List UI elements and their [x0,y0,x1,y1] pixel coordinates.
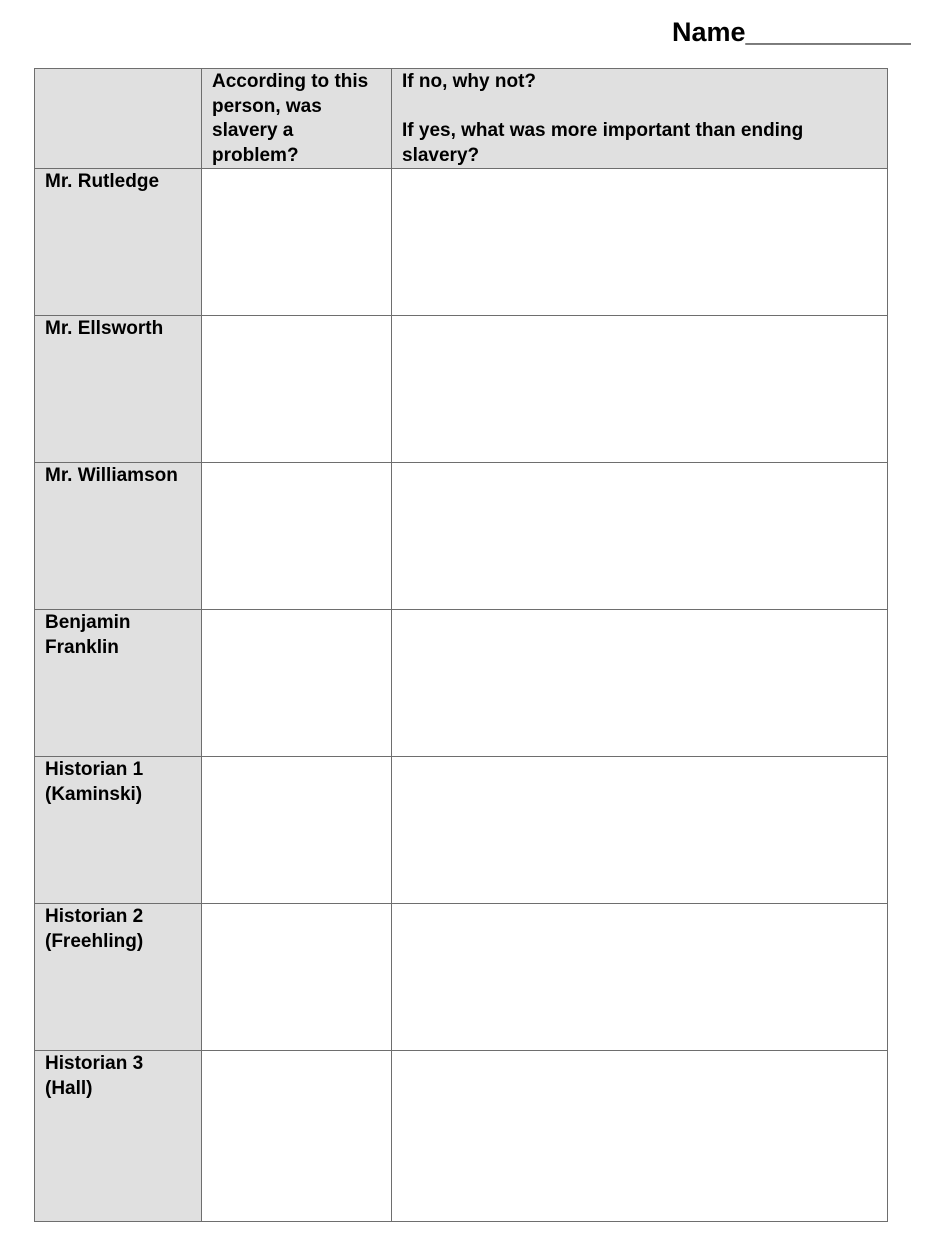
answer-cell-problem[interactable] [202,1051,392,1222]
row-label-franklin: Benjamin Franklin [35,610,202,757]
answer-cell-why[interactable] [392,757,888,904]
answer-cell-problem[interactable] [202,610,392,757]
header-was-slavery-problem: According to this person, was slavery a problem? [202,69,392,169]
answer-cell-problem[interactable] [202,463,392,610]
row-label-rutledge: Mr. Rutledge [35,169,202,316]
table-row [35,610,888,757]
table-row [35,316,888,463]
table-row [35,463,888,610]
table-row [35,757,888,904]
header-corner-cell [35,69,202,169]
answer-cell-why[interactable] [392,169,888,316]
table-row [35,1051,888,1222]
answer-cell-problem[interactable] [202,904,392,1051]
answer-cell-why[interactable] [392,904,888,1051]
header-why-cell [392,69,888,169]
answer-cell-problem[interactable] [202,316,392,463]
name-field-label: Name___________ [672,17,911,47]
answer-cell-why[interactable] [392,1051,888,1222]
table-row [35,169,888,316]
answer-cell-problem[interactable] [202,757,392,904]
row-label-hall: Historian 3 (Hall) [35,1051,202,1222]
answer-cell-why[interactable] [392,610,888,757]
answer-cell-problem[interactable] [202,169,392,316]
table-row [35,904,888,1051]
header-if-no: If no, why not? [402,71,537,92]
answer-cell-why[interactable] [392,463,888,610]
header-if-yes: If yes, what was more important than ending slavery? [402,120,804,166]
table-header-row [35,69,888,169]
row-label-ellsworth: Mr. Ellsworth [35,316,202,463]
row-label-williamson: Mr. Williamson [35,463,202,610]
row-label-kaminski: Historian 1 (Kaminski) [35,757,202,904]
row-label-freehling: Historian 2 (Freehling) [35,904,202,1051]
answer-cell-why[interactable] [392,316,888,463]
worksheet-table [34,68,888,1222]
